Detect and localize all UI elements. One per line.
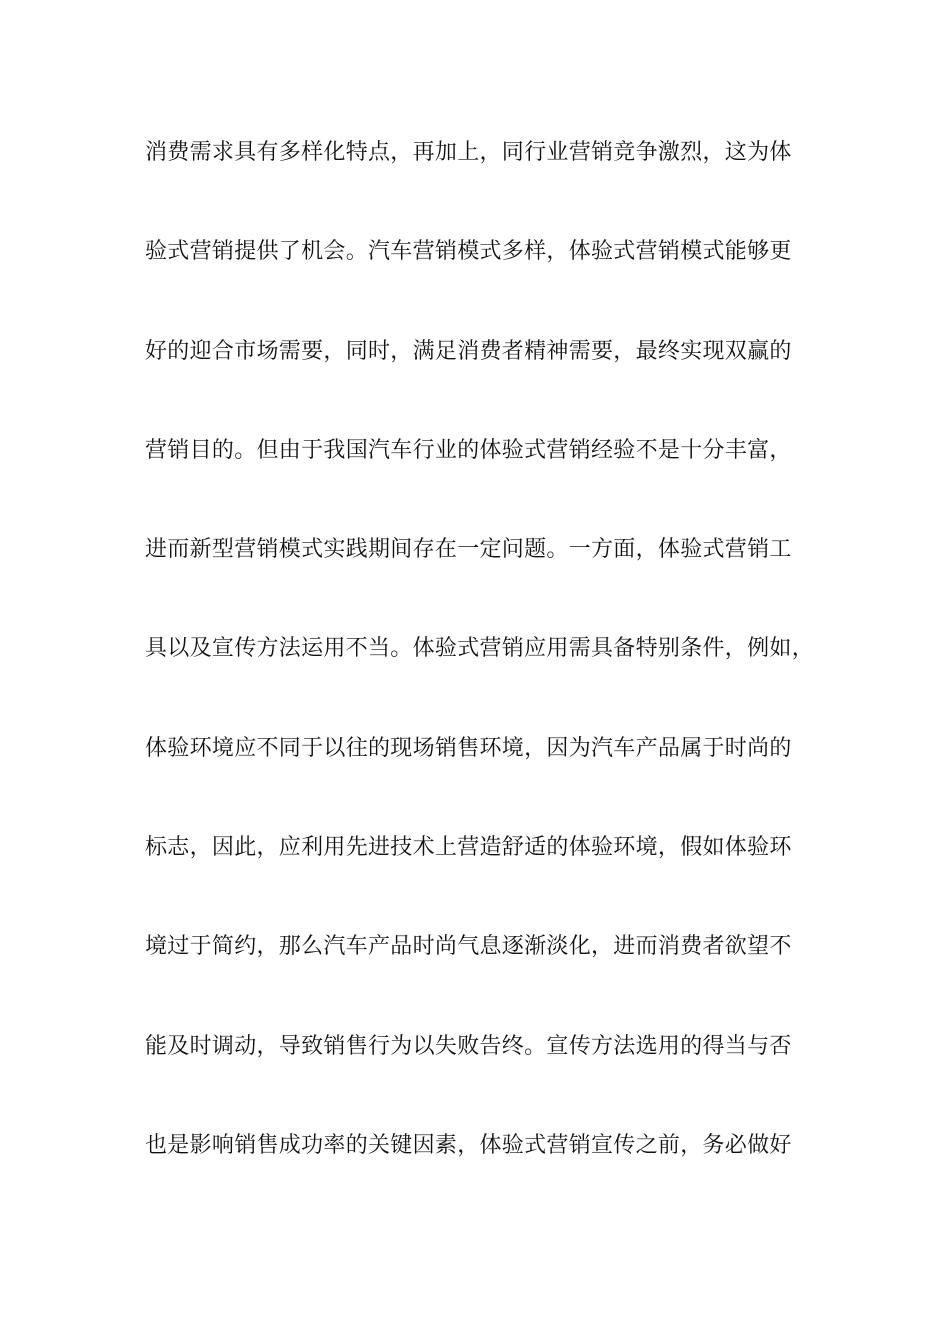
text-line-3: 好的迎合市场需要，同时，满足消费者精神需要，最终实现双赢的 bbox=[145, 338, 792, 364]
text-line-11: 也是影响销售成功率的关键因素，体验式营销宣传之前，务必做好 bbox=[145, 1132, 792, 1158]
text-line-9: 境过于简约，那么汽车产品时尚气息逐渐淡化，进而消费者欲望不 bbox=[145, 934, 792, 960]
text-line-1: 消费需求具有多样化特点，再加上，同行业营销竞争激烈，这为体 bbox=[145, 140, 792, 165]
text-line-6: 具以及宣传方法运用不当。体验式营销应用需具备特别条件，例如， bbox=[145, 636, 815, 662]
text-line-5: 进而新型营销模式实践期间存在一定问题。一方面，体验式营销工 bbox=[145, 537, 792, 563]
text-line-10: 能及时调动，导致销售行为以失败告终。宣传方法选用的得当与否 bbox=[145, 1033, 792, 1059]
text-line-2: 验式营销提供了机会。汽车营销模式多样，体验式营销模式能够更 bbox=[145, 239, 792, 265]
text-line-8: 标志，因此，应利用先进技术上营造舒适的体验环境，假如体验环 bbox=[145, 835, 792, 861]
body-text bbox=[145, 130, 825, 1222]
text-line-7: 体验环境应不同于以往的现场销售环境，因为汽车产品属于时尚的 bbox=[145, 735, 792, 761]
text-line-4: 营销目的。但由于我国汽车行业的体验式营销经验不是十分丰富， bbox=[145, 437, 792, 463]
